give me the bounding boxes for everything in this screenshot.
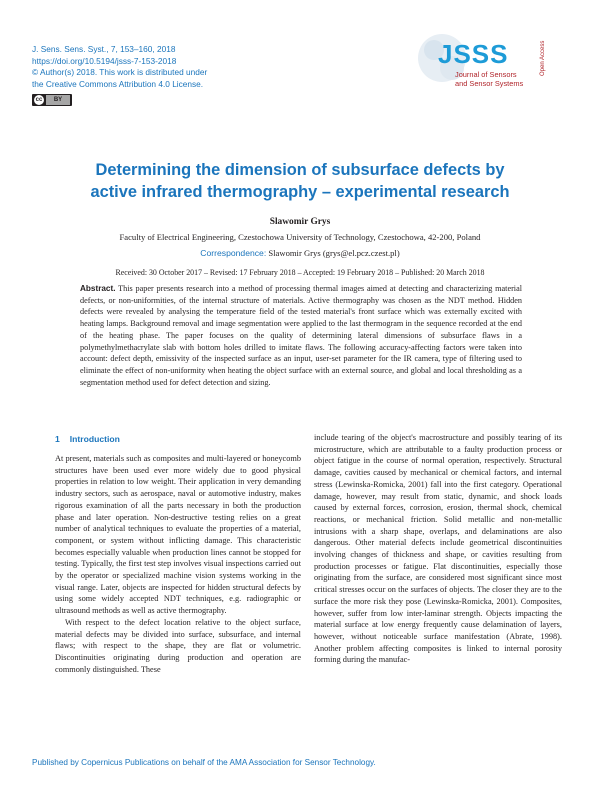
copyright-notice: © Author(s) 2018. This work is distributed under	[32, 67, 208, 78]
cc-badge-label: cc	[35, 97, 43, 103]
logo-journal-name	[455, 70, 523, 88]
journal-reference: J. Sens. Sens. Syst., 7, 153–160, 2018	[32, 44, 176, 54]
logo-journal-line1: Journal of Sensors	[455, 70, 517, 79]
correspondence-text[interactable]: Slawomir Grys (grys@el.pcz.czest.pl)	[268, 248, 400, 258]
title-line-1: Determining the dimension of subsurface defects by	[95, 161, 505, 179]
body-paragraph: At present, materials such as composites and multi-layered or honeycomb structures have been used ever more widely due to good physical properties in relation to low weight. Their application in very demanding industry sectors, such as aerospace, naval or automotive industry, makes rigorous examination of all the parts necessary in both the production phase and later operation. Non-destructive testing relies on a great number of analytical techniques to evaluate the properties of a material, component, or system without inflicting damage. This characteristic becomes especially valuable when production lines cannot be stopped for testing. Typically, the first test step involves visual inspections carried out by the operator or specialized machine vision systems working in the visual range. Later, objects are inspected for hidden structural defects by using some widely accepted NDT techniques, e.g. radiographic or ultrasound methods as well as active thermography.	[55, 454, 301, 616]
title-line-2: active infrared thermography – experimental research	[90, 183, 510, 201]
article-dates: Received: 30 October 2017 – Revised: 17 February 2018 – Accepted: 19 February 2018 – Published: 20 March 2018	[115, 268, 485, 277]
abstract-text: This paper presents research into a method of processing thermal images aimed at detecting and characterizing material defects, or non-uniformities, of the internal structure of materials. Active thermography was chosen as the NDT method. Hidden defects were revealed by analysing the temperature field of the tested material's front surface which was externally excited with heating lamps. Background removal and image segmentation were applied to the last thermogram in the sequence recorded at the end of the heating phase. The paper focuses on the quality of determining lateral dimensions of subsurface flaws in a polymethylmethacrylate slab with bottom holes drilled to imitate flaws. The following accuracy-affecting factors were taken into account: defect depth, emissivity of the inspected surface as an input, user-set parameter for the IR camera, type of filtering used to eliminate the effect of non-uniformity when heating the object surface with an external source, and global and local thresholding as a segmentation method used for defect detection and sizing.	[80, 284, 522, 387]
abstract-label: Abstract.	[80, 284, 116, 293]
license-link[interactable]: the Creative Commons Attribution 4.0 License.	[32, 78, 204, 89]
citation-header	[32, 44, 207, 90]
correspondence	[30, 248, 570, 258]
author-affiliation: Faculty of Electrical Engineering, Czestochowa University of Technology, Czestochowa, 42-200, Poland	[119, 232, 481, 242]
abstract	[80, 283, 522, 388]
cc-by-license-icon[interactable]	[32, 94, 72, 106]
body-column-left	[55, 453, 301, 675]
section-number: 1	[55, 434, 60, 444]
publisher-footer: Published by Copernicus Publications on behalf of the AMA Association for Sensor Technology.	[32, 758, 376, 767]
section-title: Introduction	[69, 434, 120, 444]
body-paragraph: include tearing of the object's macrostructure and possibly tearing of its microstructure, which are attributable to a faulty production process or object fatigue in the course of normal operation, respectively. Structural damage, cavities caused by mechanical or chemical factors, and internal stress (Lewinska-Romicka, 2001) fall into the first category. Operational damage, however, may result from static, dynamic, and shock loads caused by external forces, corrosion, erosion, thermal shock, chemical reactions, or mechanical friction. Solid metallic and non-metallic intrusions with a sharp shape, overlaps, and delaminations are also dangerous. Other material defects include geometrical discontinuities involving changes of thickness and shape, or cavities resulting from production processes or fatigue. Flat discontinuities, especially those originating from the surface, are considered most significant since most critical stresses occur on the surfaces of objects. The closer they are to the surface the more risk they pose (Lewinska-Romicka, 2001). Composites, however, suffer from low inter-laminar strength. Objects impacting the material surface at low energy frequently cause delamination of layers, however, without noticeable surface manifestation (Abrate, 1998). Another problem affecting composites is linked to internal porosity forming during the manufac-	[314, 433, 562, 665]
jsss-logo	[412, 30, 572, 100]
author-name: Slawomir Grys	[269, 217, 331, 227]
body-column-right	[314, 432, 562, 666]
section-heading	[55, 434, 130, 444]
cc-by-label: BY	[46, 95, 70, 105]
logo-wordmark: JSSS	[438, 39, 509, 69]
correspondence-label: Correspondence:	[200, 248, 267, 258]
open-access-label: Open Access	[540, 40, 546, 76]
doi-link[interactable]: https://doi.org/10.5194/jsss-7-153-2018	[32, 55, 177, 66]
body-paragraph: With respect to the defect location relative to the object surface, material defects may be divided into surface, subsurface, and internal flaws; with respect to the shape, they are flat or volumetric. Discontinuities originating during production and operation are commonly distinguished. These	[55, 617, 301, 674]
logo-journal-line2: and Sensor Systems	[455, 79, 524, 88]
article-title	[30, 159, 570, 203]
